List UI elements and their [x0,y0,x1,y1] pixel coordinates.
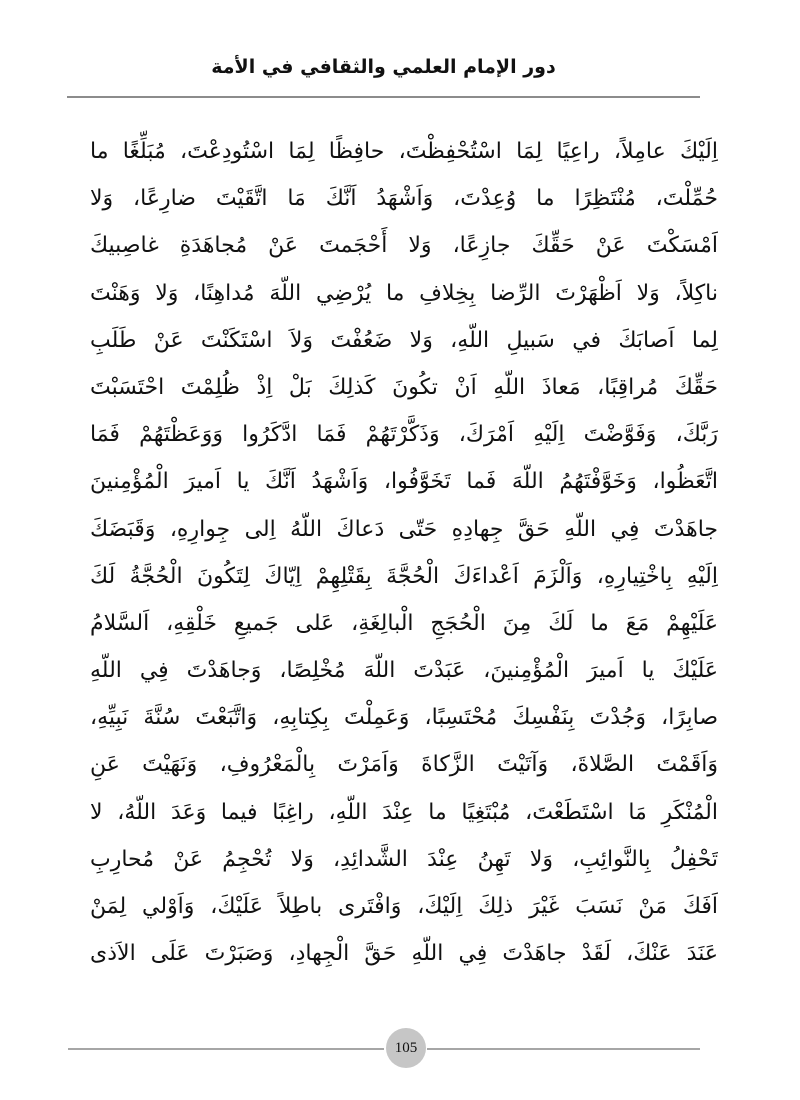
header-rule [67,96,700,98]
text-line: اَفَكَ مَنْ نَسَبَ غَيْرَ ذلِكَ اِلَيْكَ، وَافْتَرى باطِلاً عَلَيْكَ، وَاَوْلي لِمَنْ [90,894,718,919]
footer-rule-left [68,1048,384,1050]
text-line: اِلَيْهِ بِاخْتِيارِهِ، وَاَلْزَمَ اَعْداءَكَ الْحُجَّةَ بِقَتْلِهِمْ اِيّاكَ لِتَكُونَ الْحُجَّةُ لَكَ [90,563,718,589]
text-line: اِلَيْكَ عامِلاً، راعِيًا لِمَا اسْتُحْفِظْتَ، حافِظًا لِمَا اسْتُودِعْتَ، مُبَلِّغًا ما [90,139,718,164]
text-line: اَمْسَكْتَ عَنْ حَقِّكَ جازِعًا، وَلا أَحْجَمتَ عَنْ مُجاهَدَةِ غاصِبيكَ [90,233,718,259]
text-line: عَلَيْكَ يا اَميرَ الْمُؤْمِنينَ، عَبَدْتَ اللّهَ مُخْلِصًا، وَجاهَدْتَ فِي اللّهِ [90,658,718,684]
running-title: دور الإمام العلمي والثقافي في الأمة [211,56,556,78]
footer-rule-right [427,1048,700,1050]
page-number: 105 [394,1039,418,1056]
text-line: حُمِّلْتَ، مُنْتَظِرًا ما وُعِدْتَ، وَاَشْهَدُ اَنَّكَ مَا اتَّقَيْتَ ضارِعًا، وَلا [90,186,718,212]
text-line: وَاَقَمْتَ الصَّلاةَ، وَآتَيْتَ الزَّكاةَ وَاَمَرْتَ بِالْمَعْرُوفِ، وَنَهَيْتَ عَنِ [90,752,718,778]
text-line: حَقِّكَ مُراقِبًا، مَعاذَ اللّهِ اَنْ تكُونَ كَذلِكَ بَلْ اِذْ ظُلِمْتَ احْتَسَبْتَ [90,374,718,400]
text-line: اتَّعَظُوا، وَخَوَّفْتَهُمُ اللّهَ فَما تَخَوَّفُوا، وَاَشْهَدُ اَنَّكَ يا اَميرَ الْمُؤْمِنينَ [90,469,718,495]
text-line: تَحْفِلُ بِالنَّوائِبِ، وَلا تَهِنُ عِنْدَ الشَّدائِدِ، وَلا تُحْجِمُ عَنْ مُحارِبِ [90,846,718,872]
text-line: الْمُنْكَرِ مَا اسْتَطَعْتَ، مُبْتَغِيًا ما عِنْدَ اللّهِ، راغِبًا فيما وَعَدَ اللّهُ، لا [90,799,718,825]
page-number-badge [386,1028,426,1068]
text-line: صابِرًا، وَجُدْتَ بِنَفْسِكَ مُحْتَسِبًا، وَعَمِلْتَ بِكِتابِهِ، وَاتَّبَعْتَ سُنَّةَ نَبِيِّهِ، [90,705,718,731]
text-line: عَلَيْهِمْ مَعَ ما لَكَ مِنَ الْحُجَجِ الْبالِغَةِ، عَلى جَميعِ خَلْقِهِ، اَلسَّلامُ [90,610,718,636]
text-line: رَبَّكَ، وَفَوَّضْتَ اِلَيْهِ اَمْرَكَ، وَذَكَّرْتَهُمْ فَمَا ادَّكَرُوا وَوَعَظْتَهُمْ فَمَا [90,422,718,448]
body-text [90,128,718,977]
text-line: عَنَدَ عَنْكَ، لَقَدْ جاهَدْتَ فِي اللّهِ حَقَّ الْجِهادِ، وَصَبَرْتَ عَلَى الاَذى [90,941,718,967]
text-line: لِما اَصابَكَ في سَبيلِ اللّهِ، وَلا ضَعُفْتَ وَلاَ اسْتَكَنْتَ عَنْ طَلَبِ [90,327,718,353]
text-line: ناكِلاً، وَلا اَظْهَرْتَ الرِّضا بِخِلافِ ما يُرْضِي اللّهَ مُداهِنًا، وَلا وَهَنْتَ [90,280,718,306]
text-line: جاهَدْتَ فِي اللّهِ حَقَّ جِهادِهِ حَتّى دَعاكَ اللّهُ اِلى جِوارِهِ، وَقَبَضَكَ [90,516,718,542]
